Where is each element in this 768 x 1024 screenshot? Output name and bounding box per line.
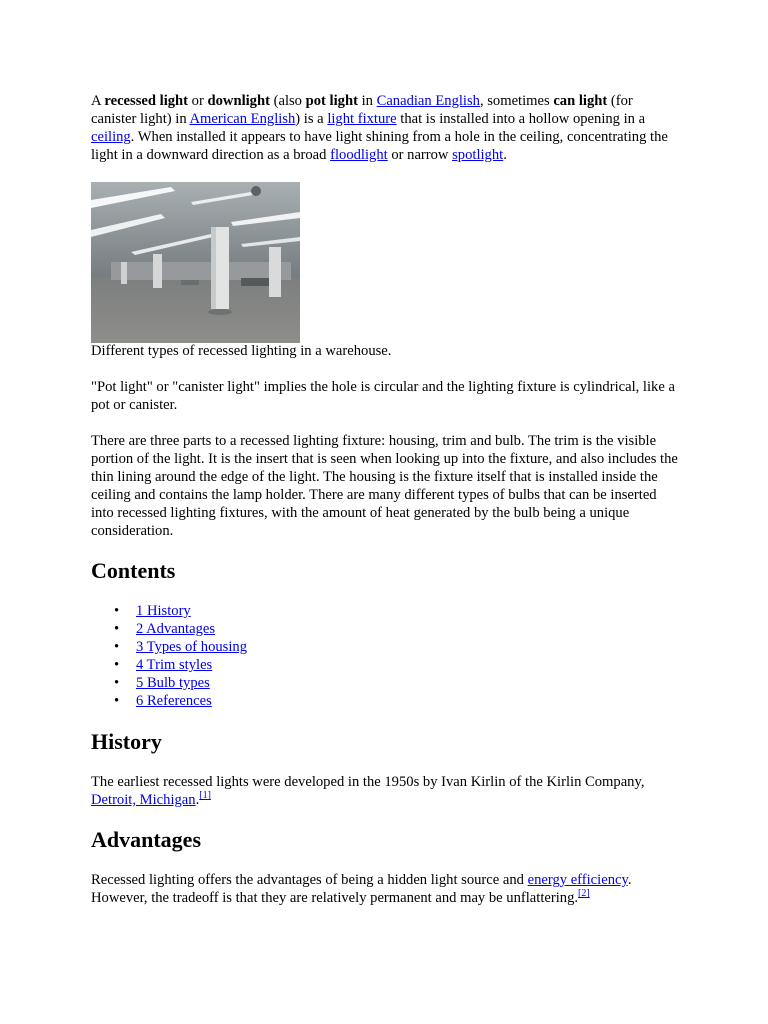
advantages-paragraph	[91, 871, 681, 907]
link-ceiling[interactable]: ceiling	[91, 129, 131, 145]
contents-list	[91, 602, 681, 710]
toc-link-types-of-housing[interactable]: 3 Types of housing	[136, 639, 247, 655]
intro-text: .	[503, 147, 507, 163]
link-floodlight[interactable]: floodlight	[330, 147, 388, 163]
intro-text: or	[188, 93, 208, 109]
fixture-parts-paragraph: There are three parts to a recessed lighting fixture: housing, trim and bulb. The trim is the visible portion of the light. It is the insert that is seen when looking up into the fixture, and also includes the thin lining around the edge of the light. The housing is the fixture itself that is installed inside the ceiling and contains the lamp holder. There are many different types of bulbs that can be inserted into recessed lighting fixtures, with the amount of heat generated by the bulb being a unique consideration.	[91, 433, 678, 539]
pot-light-paragraph: "Pot light" or "canister light" implies the hole is circular and the lighting fixture is cylindrical, like a pot or canister.	[91, 379, 675, 413]
toc-link-references[interactable]: 6 References	[136, 693, 212, 709]
history-text: The earliest recessed lights were developed in the 1950s by Ivan Kirlin of the Kirlin Company,	[91, 774, 645, 790]
warehouse-photo	[91, 182, 300, 343]
term-downlight: downlight	[207, 93, 270, 109]
link-canadian-english[interactable]: Canadian English	[376, 93, 480, 109]
toc-link-history[interactable]: 1 History	[136, 603, 191, 619]
contents-item	[91, 602, 681, 620]
contents-item	[91, 674, 681, 692]
link-energy-efficiency[interactable]: energy efficiency	[527, 872, 628, 888]
history-text: .	[195, 792, 200, 808]
intro-text: ) is a	[295, 111, 328, 127]
link-american-english[interactable]: American English	[189, 111, 296, 127]
toc-link-trim-styles[interactable]: 4 Trim styles	[136, 657, 213, 673]
warehouse-photo-drawing	[91, 182, 300, 343]
reference-link-1[interactable]: [1]	[199, 790, 211, 802]
intro-text: . When installed it appears to have light shining from a hole in the ceiling, concentrating the light in a downward direction as a broad	[91, 129, 668, 163]
term-pot-light: pot light	[305, 93, 358, 109]
contents-item	[91, 692, 681, 710]
link-detroit-michigan[interactable]: Detroit, Michigan	[91, 792, 196, 808]
intro-text: in	[357, 93, 377, 109]
history-heading: History	[91, 729, 162, 754]
toc-link-bulb-types[interactable]: 5 Bulb types	[136, 675, 210, 691]
intro-text: , sometimes	[479, 93, 554, 109]
toc-link-advantages[interactable]: 2 Advantages	[136, 621, 216, 637]
reference-link-2[interactable]: [2]	[578, 888, 590, 900]
contents-heading: Contents	[91, 558, 176, 583]
contents-item	[91, 656, 681, 674]
link-light-fixture[interactable]: light fixture	[327, 111, 397, 127]
contents-item	[91, 638, 681, 656]
history-paragraph	[91, 773, 681, 809]
intro-paragraph	[91, 92, 681, 164]
figure-caption: Different types of recessed lighting in a warehouse.	[91, 343, 392, 359]
contents-item	[91, 620, 681, 638]
intro-text: (for canister light) in	[91, 93, 633, 127]
advantages-heading: Advantages	[91, 827, 202, 852]
term-recessed-light: recessed light	[104, 93, 189, 109]
advantages-text: Recessed lighting offers the advantages of being a hidden light source and	[91, 872, 528, 888]
link-spotlight[interactable]: spotlight	[452, 147, 504, 163]
intro-text: or narrow	[387, 147, 453, 163]
advantages-text: . However, the tradeoff is that they are relatively permanent and may be unflattering.	[91, 872, 632, 906]
term-can-light: can light	[553, 93, 608, 109]
intro-text: that is installed into a hollow opening in a	[396, 111, 646, 127]
intro-text: (also	[269, 93, 306, 109]
intro-text: A	[91, 93, 105, 109]
